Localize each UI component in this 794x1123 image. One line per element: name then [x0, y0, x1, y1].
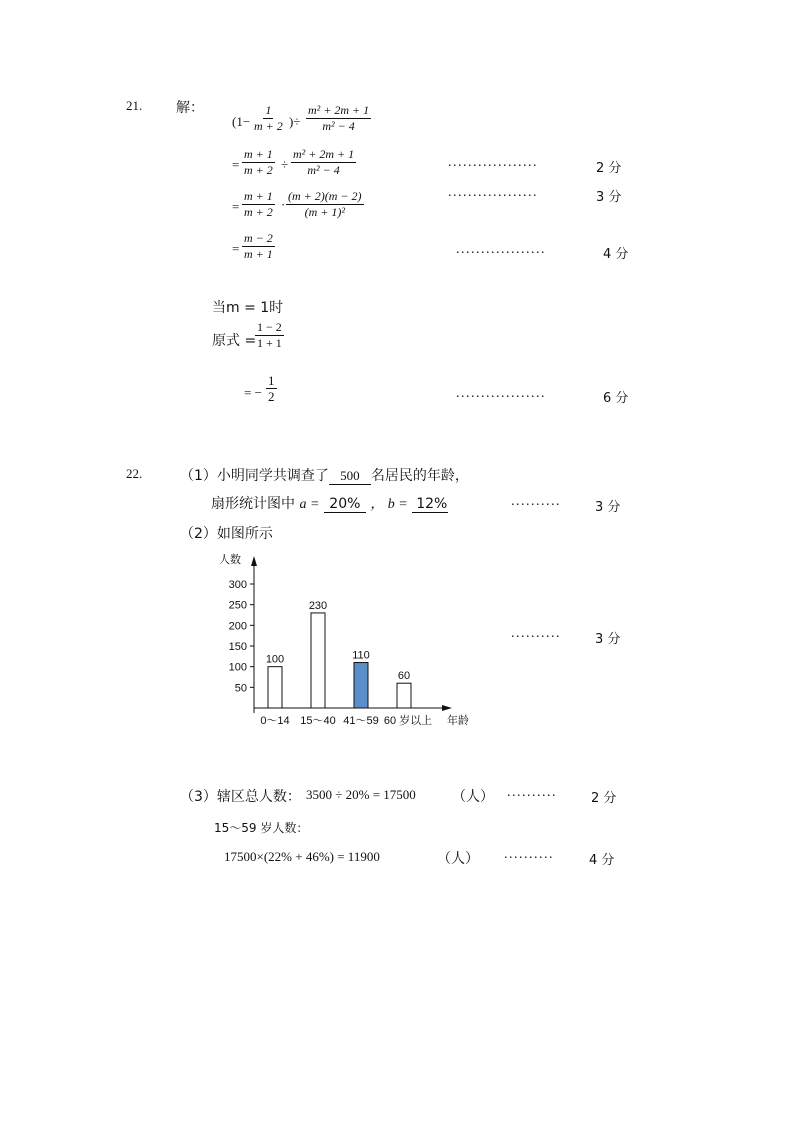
q21-l3-frac1-den: m + 2: [244, 205, 273, 219]
q21-dots-3: ..................: [448, 185, 538, 200]
q21-orig-frac: [255, 321, 284, 350]
q21-when-text: 当m = 1时: [212, 300, 284, 316]
q21-l2-frac1-den: m + 2: [244, 163, 273, 177]
q21-l1-frac1-den: m + 2: [254, 119, 283, 133]
q21-l4-frac-den: m + 1: [244, 247, 273, 261]
q22-part2-label: （2）如图所示: [180, 526, 273, 542]
q21-result-frac-den: 2: [268, 389, 275, 404]
q21-orig-frac-num: 1 − 2: [257, 320, 282, 334]
q21-l2-op: ÷: [281, 157, 289, 172]
q22-score-p3b: 4 分: [589, 853, 615, 868]
q22-part3-calc2: 17500×(22% + 46%) = 11900: [224, 849, 380, 864]
bar-value-label-2: 110: [352, 649, 370, 662]
q21-l3-frac2: [286, 190, 364, 219]
bar-1: [311, 613, 325, 708]
q22-number: 22.: [126, 466, 143, 481]
q22-part1-blank: 500: [329, 468, 371, 485]
q21-score-3: 3 分: [596, 190, 622, 205]
q21-l2-frac2: [291, 148, 356, 177]
q22-part1-prefix: （1）小明同学共调查了: [180, 468, 329, 484]
q21-result-frac-num: 1: [268, 373, 275, 388]
q21-l2-frac1: [242, 148, 275, 177]
q22-score-p3a: 2 分: [591, 791, 617, 806]
q22-part3-unit2: （人）: [437, 851, 479, 867]
q21-l1-frac1-num: 1: [265, 103, 272, 117]
x-category-label-3: 60 岁以上: [383, 715, 433, 727]
q21-l3-eq: =: [232, 199, 240, 214]
q22-dots-p3b: ..........: [504, 847, 554, 862]
q21-l4-frac-num: m − 2: [244, 231, 273, 245]
q22-part1b-line: [211, 493, 448, 513]
bar-0: [268, 667, 282, 708]
x-axis-arrow: [442, 705, 452, 711]
q22-part1-line: [180, 465, 469, 485]
y-tick-label-50: 50: [234, 682, 247, 695]
bar-value-label-1: 230: [308, 599, 328, 612]
q22-a-label: a =: [299, 497, 320, 512]
q21-score-4: 4 分: [603, 247, 629, 262]
q22-a-value: 20%: [324, 496, 366, 513]
q21-l4-eq: =: [232, 241, 240, 256]
q21-l1-close-div: )÷: [289, 114, 301, 129]
x-category-label-0: 0～14: [260, 715, 290, 727]
q21-solution-label: 解：: [176, 100, 204, 116]
q21-score-2: 2 分: [596, 161, 622, 176]
q21-l1-frac1: [252, 104, 285, 133]
q21-l2-frac2-num: m² + 2m + 1: [293, 147, 355, 161]
q22-dots-p1: ..........: [511, 494, 561, 509]
q21-dots-2: ..................: [448, 155, 538, 170]
q21-l3-frac2-num: (m + 2)(m − 2): [288, 189, 362, 203]
y-tick-label-100: 100: [228, 661, 247, 674]
bar-2: [354, 663, 368, 708]
x-axis-title: 年龄: [447, 715, 469, 727]
q21-l1-open: (1−: [232, 114, 251, 129]
q22-b-value: 12%: [412, 496, 448, 513]
q21-l2-frac2-den: m² − 4: [307, 163, 340, 177]
q22-part1b-prefix: 扇形统计图中: [211, 496, 295, 512]
q22-dots-p2: ..........: [511, 626, 561, 641]
q22-part3-calc: 3500 ÷ 20% = 17500: [306, 787, 416, 802]
q21-l3-frac1: [242, 190, 275, 219]
y-tick-label-150: 150: [228, 641, 247, 653]
x-category-label-2: 41～59: [343, 715, 379, 727]
q21-dots-6: ..................: [456, 386, 546, 401]
y-axis-arrow: [251, 556, 257, 566]
q21-l2-frac1-num: m + 1: [244, 147, 273, 161]
q21-l1-frac2-den: m² − 4: [322, 119, 355, 133]
q21-orig-frac-den: 1 + 1: [257, 336, 282, 350]
q22-score-p2: 3 分: [595, 632, 621, 647]
q21-l2-eq: =: [232, 157, 240, 172]
q21-orig-label: 原式 =: [212, 333, 257, 349]
q21-number: 21.: [126, 98, 143, 113]
q21-score-6: 6 分: [603, 391, 629, 406]
q22-dots-p3a: ..........: [507, 785, 557, 800]
q21-result-eq: = −: [244, 385, 262, 400]
x-category-label-1: 15～40: [300, 715, 336, 727]
q21-l4-frac: [242, 232, 275, 261]
q21-l3-op: ·: [281, 197, 286, 212]
q21-l3-frac1-num: m + 1: [244, 189, 273, 203]
q22-part1-suffix: 名居民的年龄，: [370, 468, 469, 484]
bar-value-label-0: 100: [265, 653, 285, 666]
age-bar-chart: [214, 548, 474, 733]
q21-l1-frac2-num: m² + 2m + 1: [308, 103, 370, 117]
q22-part3-unit: （人）: [452, 789, 494, 805]
q22-score-p1: 3 分: [595, 500, 621, 515]
q21-result-frac: [266, 374, 277, 403]
y-axis-title: 人数: [219, 554, 241, 566]
q21-dots-4: ..................: [456, 242, 546, 257]
q22-part3-label: （3）辖区总人数：: [180, 789, 301, 805]
q21-l1-frac2: [306, 104, 371, 133]
y-tick-label-200: 200: [228, 620, 247, 633]
bar-value-label-3: 60: [397, 670, 411, 683]
q22-b-label: ， b =: [370, 497, 408, 512]
y-tick-label-300: 300: [228, 579, 247, 591]
y-tick-label-250: 250: [228, 599, 247, 612]
q22-part3-sub: 15～59 岁人数：: [214, 821, 309, 835]
q21-l3-frac2-den: (m + 1)²: [304, 205, 345, 219]
bar-3: [397, 683, 411, 708]
